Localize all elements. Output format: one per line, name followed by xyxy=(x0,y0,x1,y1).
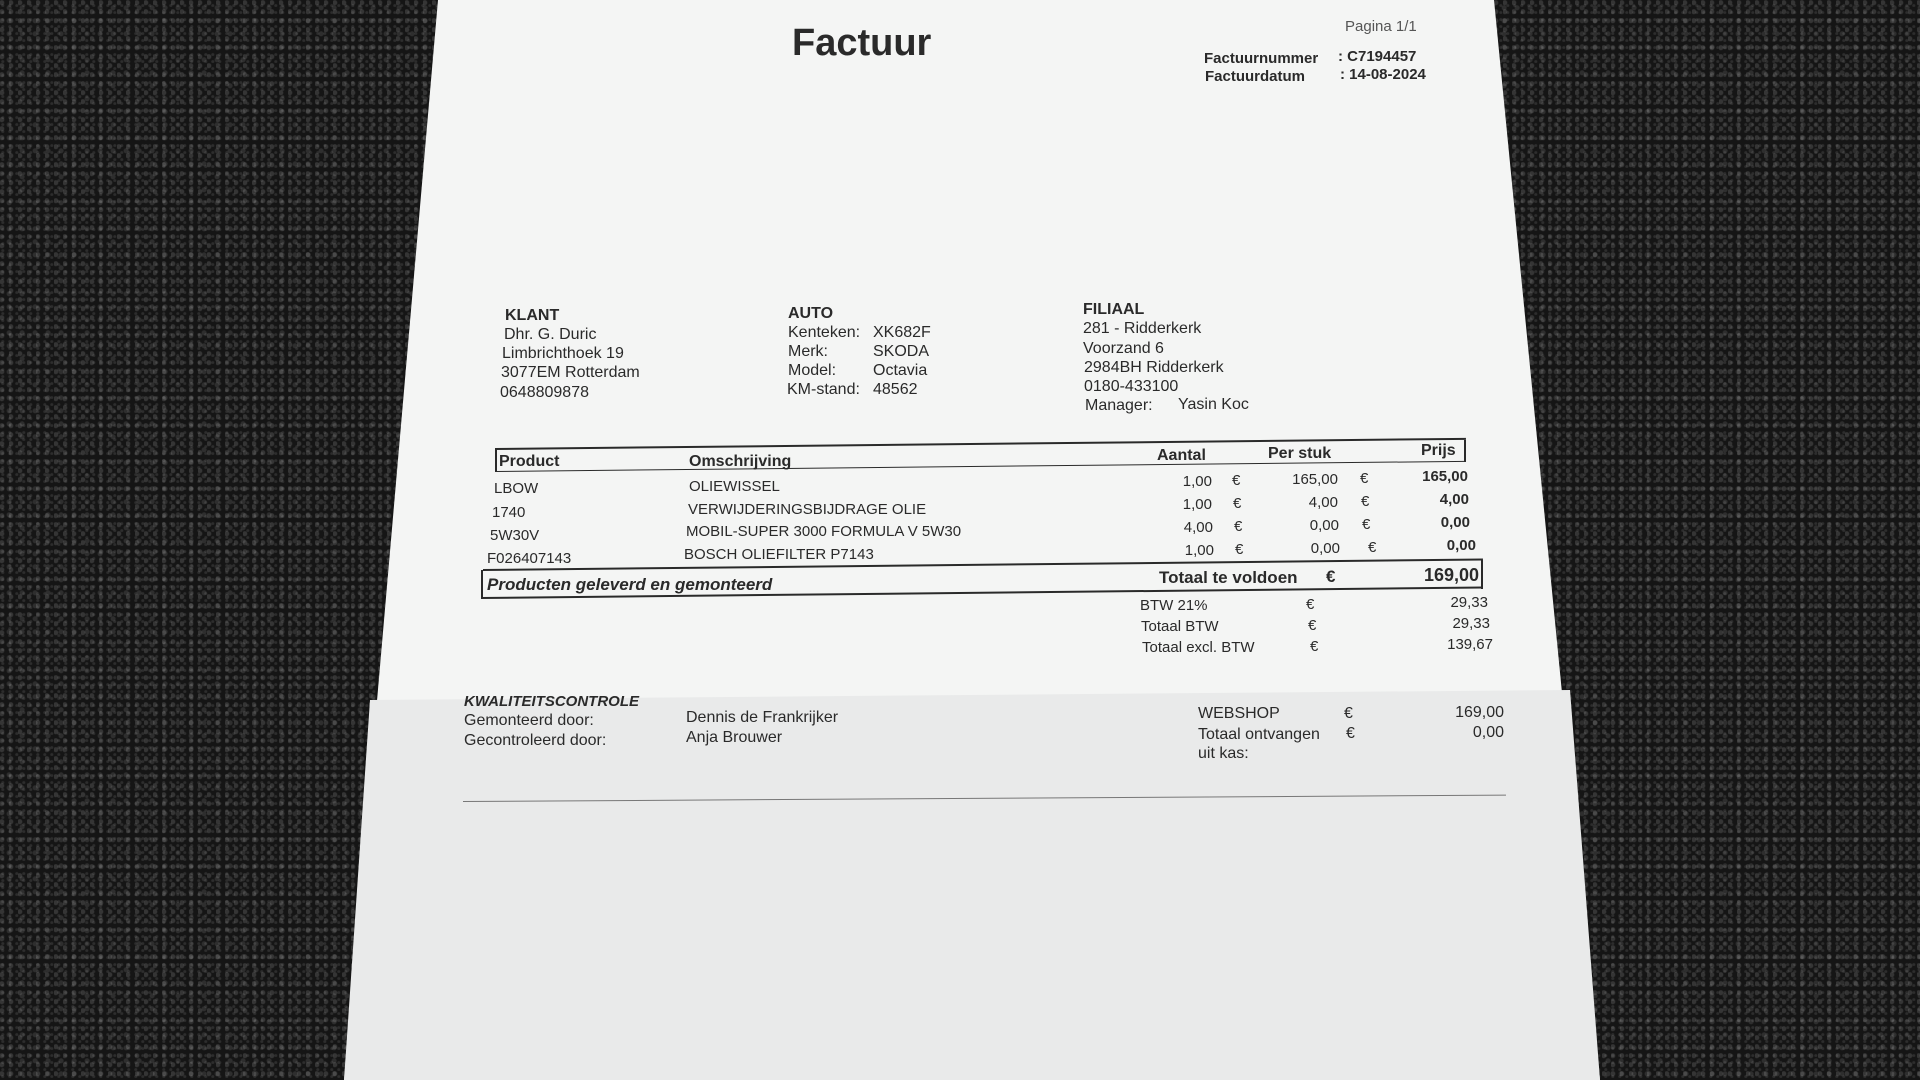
received-label-line2: uit kas: xyxy=(1198,745,1249,762)
filiaal-manager: Yasin Koc xyxy=(1178,396,1249,413)
row1-euro-2: € xyxy=(1360,470,1369,487)
checked-label: Gecontroleerd door: xyxy=(464,732,607,749)
row2-omschrijving: VERWIJDERINGSBIJDRAGE OLIE xyxy=(688,501,927,518)
total-right-border xyxy=(1481,560,1483,589)
webshop-label: WEBSHOP xyxy=(1198,705,1280,722)
row3-per-stuk: 0,00 xyxy=(1309,517,1339,534)
row2-per-stuk: 4,00 xyxy=(1308,494,1338,511)
received-euro: € xyxy=(1346,725,1355,742)
col-aantal-header: Aantal xyxy=(1157,447,1206,464)
vat-total-value: 29,33 xyxy=(1452,615,1490,632)
row4-prijs: 0,00 xyxy=(1446,537,1476,554)
filiaal-street: Voorzand 6 xyxy=(1083,340,1164,357)
mounted-by: Dennis de Frankrijker xyxy=(686,709,839,726)
total-euro: € xyxy=(1326,567,1336,586)
excl-vat-label: Totaal excl. BTW xyxy=(1142,639,1255,656)
row4-per-stuk: 0,00 xyxy=(1310,540,1340,557)
auto-heading: AUTO xyxy=(788,305,834,322)
excl-vat-value: 139,67 xyxy=(1447,636,1493,653)
vat-total-label: Totaal BTW xyxy=(1141,618,1219,635)
excl-vat-euro: € xyxy=(1310,638,1319,655)
row1-aantal: 1,00 xyxy=(1182,473,1212,490)
row4-euro-1: € xyxy=(1235,541,1244,558)
row4-omschrijving: BOSCH OLIEFILTER P7143 xyxy=(684,546,874,563)
klant-name: Dhr. G. Duric xyxy=(504,326,597,343)
table-right-border xyxy=(1464,440,1466,462)
total-value: 169,00 xyxy=(1423,565,1479,585)
row1-prijs: 165,00 xyxy=(1422,468,1468,485)
total-label: Totaal te voldoen xyxy=(1159,568,1298,587)
webshop-euro: € xyxy=(1344,705,1353,722)
filiaal-manager-label: Manager: xyxy=(1085,397,1153,414)
row1-product: LBOW xyxy=(494,480,539,497)
invoice-date-label: Factuurdatum xyxy=(1205,68,1306,85)
col-product-header: Product xyxy=(499,453,560,470)
row4-aantal: 1,00 xyxy=(1184,542,1214,559)
page-number: Pagina 1/1 xyxy=(1345,18,1417,35)
vat-rate-euro: € xyxy=(1306,596,1315,613)
klant-heading: KLANT xyxy=(505,307,560,324)
auto-value-model: Octavia xyxy=(873,362,928,379)
received-label: Totaal ontvangen xyxy=(1198,726,1320,743)
checked-by: Anja Brouwer xyxy=(686,729,783,746)
row3-aantal: 4,00 xyxy=(1183,519,1213,536)
row4-euro-2: € xyxy=(1368,539,1377,556)
filiaal-phone: 0180-433100 xyxy=(1084,378,1179,395)
mounted-label: Gemonteerd door: xyxy=(464,712,594,729)
row1-euro-1: € xyxy=(1232,472,1241,489)
vat-rate-value: 29,33 xyxy=(1450,594,1488,611)
klant-city: 3077EM Rotterdam xyxy=(501,364,640,381)
quality-heading: KWALITEITSCONTROLE xyxy=(464,693,639,710)
row3-prijs: 0,00 xyxy=(1440,514,1470,531)
auto-value-merk: SKODA xyxy=(873,343,930,360)
auto-value-km: 48562 xyxy=(873,381,918,398)
row4-product: F026407143 xyxy=(487,550,572,567)
row3-euro-1: € xyxy=(1234,518,1243,535)
row2-aantal: 1,00 xyxy=(1182,496,1212,513)
klant-phone: 0648809878 xyxy=(500,384,589,401)
auto-label-model: Model: xyxy=(788,362,837,379)
row2-euro-1: € xyxy=(1233,495,1242,512)
invoice-number-label: Factuurnummer xyxy=(1204,50,1319,67)
row2-prijs: 4,00 xyxy=(1439,491,1469,508)
col-prijs-header: Prijs xyxy=(1421,442,1456,459)
filiaal-city: 2984BH Ridderkerk xyxy=(1084,359,1224,376)
filiaal-heading: FILIAAL xyxy=(1083,301,1145,318)
table-left-border xyxy=(495,450,497,472)
col-omschrijving-header: Omschrijving xyxy=(689,453,792,470)
auto-label-km: KM-stand: xyxy=(787,381,860,398)
delivered-note: Producten geleverd en gemonteerd xyxy=(487,575,773,594)
total-left-border xyxy=(481,570,483,599)
invoice-number: : C7194457 xyxy=(1338,48,1417,65)
klant-street: Limbrichthoek 19 xyxy=(502,345,624,362)
webshop-value: 169,00 xyxy=(1455,704,1504,721)
invoice-title: Factuur xyxy=(792,22,932,64)
row2-product: 1740 xyxy=(492,504,526,521)
col-perstuk-header: Per stuk xyxy=(1268,445,1332,462)
row3-euro-2: € xyxy=(1362,516,1371,533)
vat-total-euro: € xyxy=(1308,617,1317,634)
invoice-date: : 14-08-2024 xyxy=(1340,66,1426,83)
filiaal-branch: 281 - Ridderkerk xyxy=(1083,320,1202,337)
row3-product: 5W30V xyxy=(490,527,540,544)
row1-omschrijving: OLIEWISSEL xyxy=(689,478,780,495)
auto-value-kenteken: XK682F xyxy=(873,324,931,341)
row3-omschrijving: MOBIL-SUPER 3000 FORMULA V 5W30 xyxy=(686,523,962,540)
row2-euro-2: € xyxy=(1361,493,1370,510)
vat-rate-label: BTW 21% xyxy=(1140,597,1208,614)
received-value: 0,00 xyxy=(1472,724,1504,741)
auto-label-kenteken: Kenteken: xyxy=(788,324,861,341)
row1-per-stuk: 165,00 xyxy=(1292,471,1338,488)
auto-label-merk: Merk: xyxy=(788,343,828,360)
